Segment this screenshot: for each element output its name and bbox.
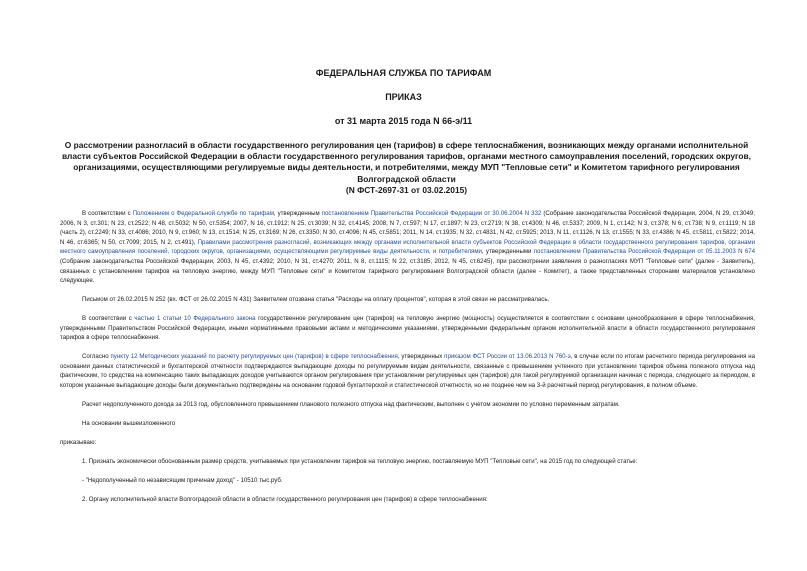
document-body bbox=[60, 209, 755, 514]
paragraph-federal-law bbox=[60, 314, 755, 343]
text: , утвержденными bbox=[481, 248, 534, 256]
agency-name: ФЕДЕРАЛЬНАЯ СЛУЖБА ПО ТАРИФАМ bbox=[315, 68, 492, 78]
text: государственное регулирование цен (тарифов) на тепловую энергию (мощность) осуществляется в соответствии с основами ценообразования в сфере теплоснабжения, утвержденными Правительством Российской Федерации, иными нормативными правовыми актами и методическими указаниями, утвержденными федеральным органом исполнительной власти в области государственного регулирования тарифов в сфере теплоснабжения. bbox=[60, 315, 756, 342]
text: В соответствии с bbox=[82, 210, 133, 217]
paragraph-order-word: приказываю: bbox=[60, 439, 97, 447]
case-number: (N ФСТ-2697-31 от 03.02.2015) bbox=[345, 184, 468, 195]
text: , утвержденных bbox=[397, 353, 445, 361]
paragraph-legal-basis bbox=[60, 209, 755, 286]
order-item-1-amount: - "Недополученный по независящим причинам доход" - 10510 тыс.руб. bbox=[82, 477, 283, 484]
link-fst-regulation[interactable]: Положением о Федеральной службе по тарифам bbox=[132, 210, 274, 217]
order-item-1: 1. Признать экономически обоснованным размер средств, учитываемых при установлении тарифов на тепловую энергию, поставляемую МУП "Тепловые сети", на 2015 год по следующей статье: bbox=[82, 458, 638, 466]
link-government-decree-332[interactable]: постановлением Правительства Российской Федерации от 30.06.2004 N 332 bbox=[321, 210, 542, 217]
text: В соответствии с bbox=[82, 315, 135, 323]
text: Согласно bbox=[82, 353, 111, 361]
text: , в случае если по итогам расчетного периода регулирования на основании данных статистической и бухгалтерской отчетности подтверждаются выпадающие доходы по регулируемым видам деятельности, связанные с превышением учтенного при установлении тарифов объема полезного отпуска над фактическим, то средства на компенсацию таких выпадающих доходов учитываются органом регулирования при установлении регулируемых цен (тарифов) для такой регулируемой организации начиная с периода, следующего за периодом, в котором указанные выпадающие доходы были документально подтверждены на основании годовой бухгалтерской и статистической отчетности, но не позднее чем на 3-й расчетный период регулирования, в полном объеме. bbox=[60, 353, 755, 390]
paragraph-methodical-guidelines bbox=[60, 352, 755, 390]
document-title bbox=[58, 140, 755, 196]
document-type: ПРИКАЗ bbox=[385, 92, 422, 102]
title-text: О рассмотрении разногласий в области государственного регулирования цен (тарифов) в сфере теплоснабжения, возникающих между органами исполнительной власти субъектов Российской Федерации в области государственного регулирования тарифов, органами местного самоуправления поселений, городских округов, организациями, осуществляющими регулируемые виды деятельности, и потребителями, между МУП "Тепловые сети" и Комитетом тарифного регулирования Волгоградской области bbox=[61, 140, 752, 184]
paragraph-basis: На основании вышеизложенного bbox=[82, 420, 176, 428]
order-item-2: 2. Органу исполнительной власти Волгоградской области в области государственного регулирования цен (тарифов) в сфере теплоснабжения: bbox=[82, 495, 488, 503]
link-federal-law-article-10[interactable]: частью 1 статьи 10 Федерального закона bbox=[134, 315, 256, 323]
link-fst-order-760[interactable]: приказом ФСТ России от 13.06.2013 N 760-э bbox=[444, 353, 571, 361]
link-dispute-rules[interactable]: Правилами рассмотрения разногласий, возникающих между органами исполнительной власти субъектов Российской Федерации в области государственного регулирования тарифов, органами местного самоуправления поселений, городских округов, организациями, осуществляющими регулируемые виды деятельности, и потребителями bbox=[60, 238, 755, 256]
paragraph-calculation: Расчет недополученного дохода за 2013 год, обусловленного превышением планового полезного отпуска над фактическим, выполнен с учетом экономии по условно переменным затратам. bbox=[82, 401, 620, 409]
document-date: от 31 марта 2015 года N 66-э/11 bbox=[334, 116, 473, 126]
text: (Собрание законодательства Российской Федерации, 2003, N 45, ст.4392; 2010, N 31, ст.4270; 2011, N 8, ст.1115; N 22, ст.3185; 2012, N 45, ст.6245), при рассмотрении заявления о разногласиях МУП "Тепловые сети" (далее - Заявитель), связанных с установлением тарифов на тепловую энергию, между МУП "Тепловые сети" и Комитетом тарифного регулирования Волгоградской области (далее - Комитет), а также представленных сторонами материалов установлено следующее. bbox=[60, 257, 755, 285]
link-government-decree-674[interactable]: постановлением Правительства Российской Федерации от 05.11.2003 N 674 bbox=[533, 248, 755, 256]
paragraph-withdrawal: Письмом от 26.02.2015 N 252 (вх. ФСТ от 26.02.2015 N 431) Заявителем отозвана статья "Расходы на оплату процентов", которая в этой связи не рассматривалась. bbox=[82, 296, 550, 304]
text: , утвержденным bbox=[273, 210, 322, 217]
link-methodical-guidelines-item-12[interactable]: пункту 12 Методических указаний по расчету регулируемых цен (тарифов) в сфере теплоснабжения bbox=[110, 353, 398, 361]
text: (Собрание законодательства Российской Федерации, 2004, N 29, ст.3049; 2006, N 3, ст.301; N 23, ст.2522; N 48, ст.5032; N 50, ст.5354; 2007, N 16, ст.1912; N 25, ст.3039; N 32, ст.4145; 2008, N 7, ст.597; N 17, ст.1897; N 23, ст.2719; N 38, ст.4309; N 46, ст.5337; 2009, N 1, ст.142; N 3, ст.378; N 6, ст.738; N 9, ст.1119; N 18 (часть 2), ст.2249; N 33, ст.4086; 2010, N 9, ст.960; N 13, ст.1514; N 25, ст.3169; N 26, ст.3350; N 30, ст.4096; N 45, ст.5851; 2011, N 14, ст.1935; N 32, ст.4831, N 42, ст.5925; 2013, N 11, ст.1126, N 13, ст.1555; N 33, ст.4386; N 45, ст.5811, ст.5822; 2014, N 46, ст.6365; N 50, ст.7099; 2015, N 2, ст.491), bbox=[60, 210, 755, 246]
